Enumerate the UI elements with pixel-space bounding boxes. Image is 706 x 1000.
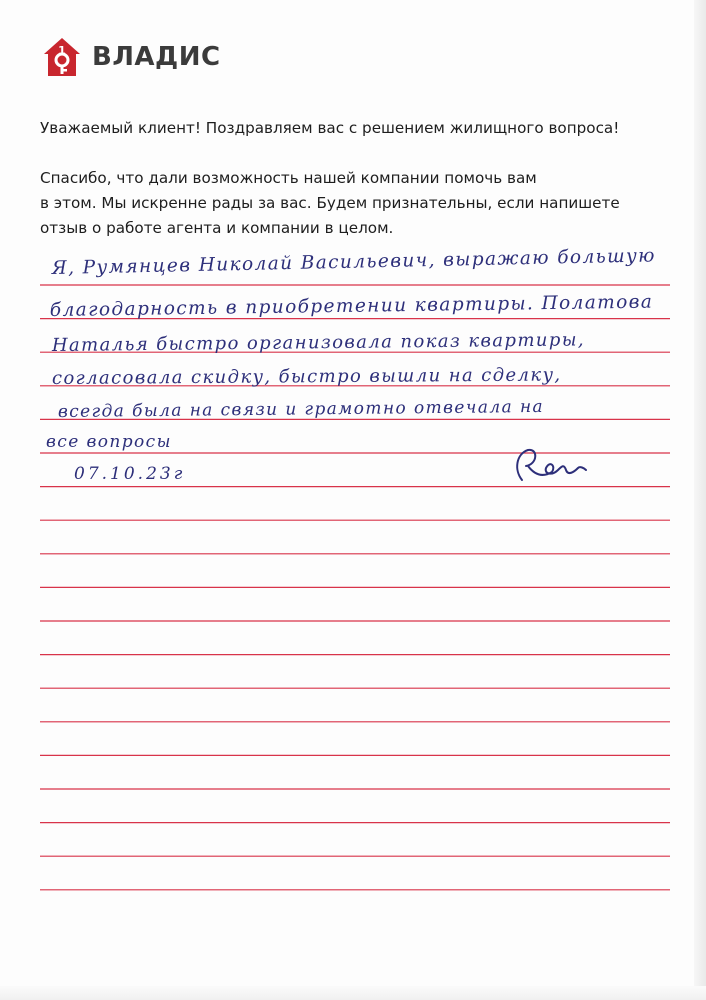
letter-body-line: отзыв о работе агента и компании в целом.: [40, 219, 394, 237]
letter-body-line: Спасибо, что дали возможность нашей компании помочь вам: [40, 169, 537, 187]
handwritten-line: благодарность в приобретении квартиры. Полатова: [49, 291, 654, 321]
handwritten-line: Я, Румянцев Николай Васильевич, выражаю большую: [51, 245, 657, 279]
logo-badge-digit: 1: [58, 44, 66, 57]
handwritten-line: согласовала скидку, быстро вышли на сделку,: [51, 364, 562, 389]
handwritten-line: всегда была на связи и грамотно отвечала на: [57, 396, 545, 422]
handwritten-line: Наталья быстро организовала показ квартиры,: [51, 329, 586, 356]
handwritten-date: 07.10.23г: [74, 464, 186, 484]
letter-body-line: в этом. Мы искренне рады за вас. Будем признательны, если напишете: [40, 194, 620, 212]
handwritten-line: все вопросы: [46, 432, 172, 452]
letter-greeting: Уважаемый клиент! Поздравляем вас с решением жилищного вопроса!: [40, 119, 620, 137]
signature: [508, 440, 592, 492]
brand-wordmark: ВЛАДИС: [92, 42, 221, 72]
